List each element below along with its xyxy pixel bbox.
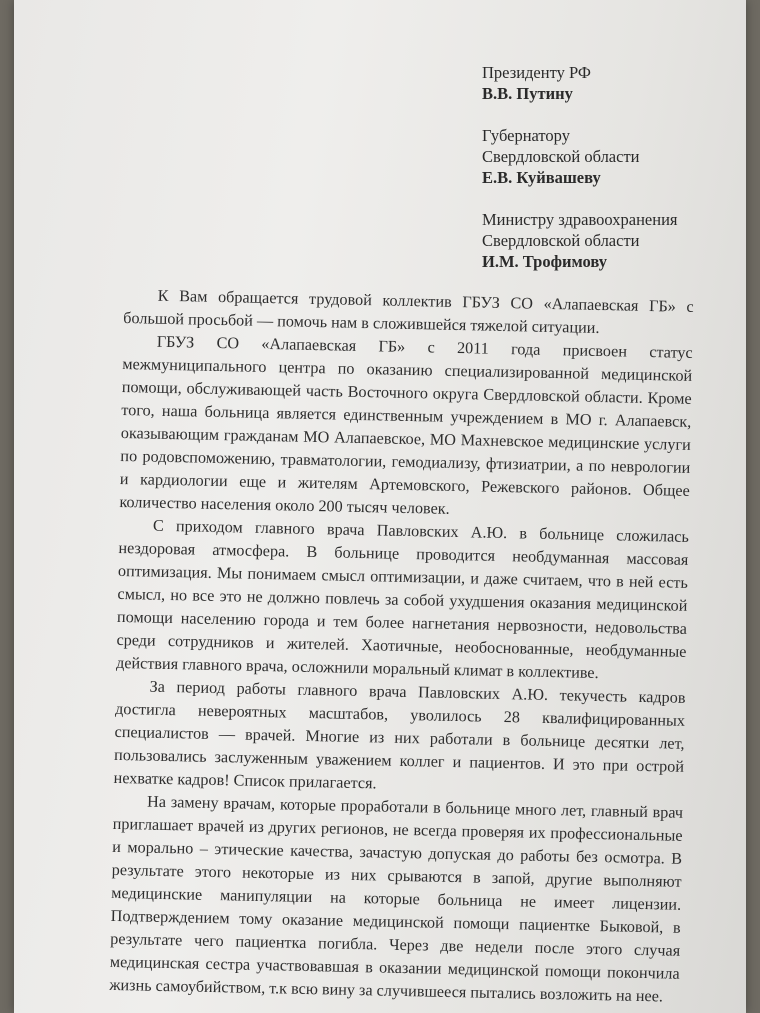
addressee-name: Е.В. Куйвашеву (482, 168, 601, 187)
addressee-block (482, 62, 678, 293)
addressee-title: Министру здравоохранения Свердловской области (482, 210, 678, 250)
paragraph-staff-turnover: За период работы главного врача Павловских А.Ю. текучесть кадров достигла невероятных масштабов, уволилось 28 квалифицированных специалистов — врачей. Многие из них работали в больнице десятки лет, пользовались заслуженным уважением коллег и пациентов. И это при острой нехватке кадров! Список прилагается. (113, 677, 686, 793)
letter-page (14, 0, 746, 1013)
addressee-president (482, 62, 678, 104)
paragraph-atmosphere: С приходом главного врача Павловских А.Ю. в больнице сложилась нездоровая атмосфера. В больнице проводится необдуманная массовая оптимизация. Мы понимаем смысл оптимизации, и даже считаем, что в ней есть смысл, но все это не должно повлечь за собой ухудшения оказания медицинской помощи населению города и тем более нагнетания нервозности, недовольства среди сотрудников и жителей. Хаотичные, необоснованные, необдуманные действия главного врача, осложнили моральный климат в коллективе. (115, 516, 690, 683)
addressee-name: В.В. Путину (482, 84, 573, 103)
paragraph-appeal: К Вам обращается трудовой коллектив ГБУЗ СО «Алапаевская ГБ» с большой просьбой — помочь нам в сложившейся тяжелой ситуации. (123, 286, 694, 337)
addressee-title: Президенту РФ (482, 63, 591, 82)
addressee-minister (482, 209, 678, 272)
addressee-title: Губернатору Свердловской области (482, 126, 640, 166)
addressee-governor (482, 125, 678, 188)
paragraph-replacement-doctors: На замену врачам, которые проработали в больнице много лет, главный врач приглашает врачей из других регионов, не всегда проверяя их профессиональные и морально – этические качества, зачастую допуская до работы без осмотра. В результате этого некоторые из них срываются в запой, другие выполняют медицинские манипуляции на которые больница не имеет лицензии. Подтверждением тому оказание медицинской помощи пациентке Быковой, в результате чего пациентка погибла. Через две недели после этого случая медицинская сестра участвовавшая в оказании медицинской помощи покончила жизнь самоубийством, т.к всю вину за случившееся пытались возложить на нее. (109, 792, 684, 1006)
letter-body (109, 284, 694, 1009)
paragraph-hospital-status: ГБУЗ СО «Алапаевская ГБ» с 2011 года присвоен статус межмуниципального центра по оказанию специализированной медицинской помощи, обслуживающей часть Восточного округа Свердловской области. Кроме того, наша больница является единственным учреждением в МО г. Алапаевск, оказывающим гражданам МО Алапаевское, МО Махневское медицинские услуги по родовспоможению, травматологии, гемодиализу, фтизиатрии, а по неврологии и кардиологии еще и жителям Артемовского, Режевского районов. Общее количество населения около 200 тысяч человек. (119, 332, 693, 518)
addressee-name: И.М. Трофимову (482, 252, 607, 271)
